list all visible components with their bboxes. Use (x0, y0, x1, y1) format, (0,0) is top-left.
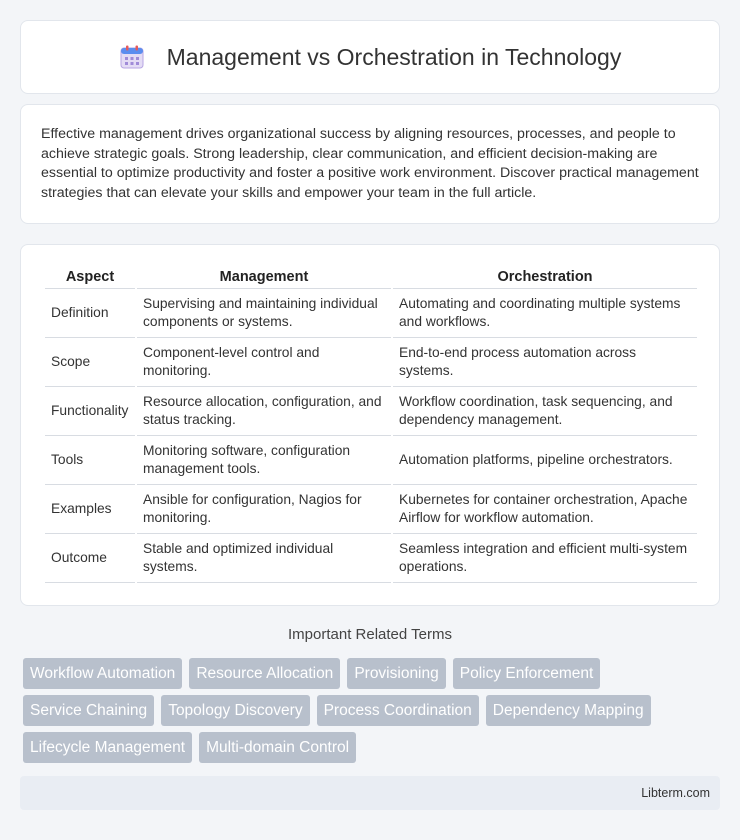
calendar-icon (119, 44, 145, 70)
management-cell: Ansible for configuration, Nagios for monitoring. (137, 485, 391, 534)
tag-workflow-automation[interactable]: Workflow Automation (23, 658, 182, 689)
management-cell: Monitoring software, configuration management tools. (137, 436, 391, 485)
orchestration-cell: Kubernetes for container orchestration, Apache Airflow for workflow automation. (393, 485, 697, 534)
tag-process-coordination[interactable]: Process Coordination (317, 695, 479, 726)
management-cell: Supervising and maintaining individual components or systems. (137, 289, 391, 338)
comparison-table (43, 265, 699, 583)
management-cell: Stable and optimized individual systems. (137, 534, 391, 583)
footer-link[interactable]: Libterm.com (641, 786, 710, 800)
tag-lifecycle-management[interactable]: Lifecycle Management (23, 732, 192, 763)
table-row (45, 338, 697, 387)
related-terms-list (23, 658, 723, 769)
management-cell: Resource allocation, configuration, and status tracking. (137, 387, 391, 436)
tag-provisioning[interactable]: Provisioning (347, 658, 445, 689)
management-cell: Component-level control and monitoring. (137, 338, 391, 387)
header-aspect: Aspect (45, 265, 135, 289)
aspect-cell: Tools (45, 436, 135, 485)
header-card (20, 20, 720, 94)
aspect-cell: Outcome (45, 534, 135, 583)
orchestration-cell: Automation platforms, pipeline orchestrators. (393, 436, 697, 485)
table-row (45, 289, 697, 338)
aspect-cell: Definition (45, 289, 135, 338)
table-row (45, 534, 697, 583)
aspect-cell: Examples (45, 485, 135, 534)
header-orchestration: Orchestration (393, 265, 697, 289)
table-row (45, 485, 697, 534)
intro-card (20, 104, 720, 224)
orchestration-cell: Automating and coordinating multiple systems and workflows. (393, 289, 697, 338)
orchestration-cell: End-to-end process automation across systems. (393, 338, 697, 387)
aspect-cell: Scope (45, 338, 135, 387)
tag-service-chaining[interactable]: Service Chaining (23, 695, 154, 726)
table-row (45, 387, 697, 436)
tag-resource-allocation[interactable]: Resource Allocation (189, 658, 340, 689)
page-title: Management vs Orchestration in Technology (166, 43, 622, 70)
orchestration-cell: Seamless integration and efficient multi-system operations. (393, 534, 697, 583)
footer (20, 776, 720, 810)
tag-policy-enforcement[interactable]: Policy Enforcement (453, 658, 601, 689)
aspect-cell: Functionality (45, 387, 135, 436)
comparison-table-card (20, 244, 720, 606)
table-row (45, 436, 697, 485)
tag-dependency-mapping[interactable]: Dependency Mapping (486, 695, 651, 726)
intro-text: Effective management drives organizational success by aligning resources, processes, and people to achieve strategic goals. Strong leadership, clear communication, and efficient decision-making are essential to optimize productivity and foster a positive work environment. Discover practical management strategies that can elevate your skills and empower your team in the full article. (41, 126, 699, 201)
tag-topology-discovery[interactable]: Topology Discovery (161, 695, 309, 726)
tag-multi-domain-control[interactable]: Multi-domain Control (199, 732, 356, 763)
header-management: Management (137, 265, 391, 289)
orchestration-cell: Workflow coordination, task sequencing, and dependency management. (393, 387, 697, 436)
related-terms-title: Important Related Terms (288, 626, 452, 643)
